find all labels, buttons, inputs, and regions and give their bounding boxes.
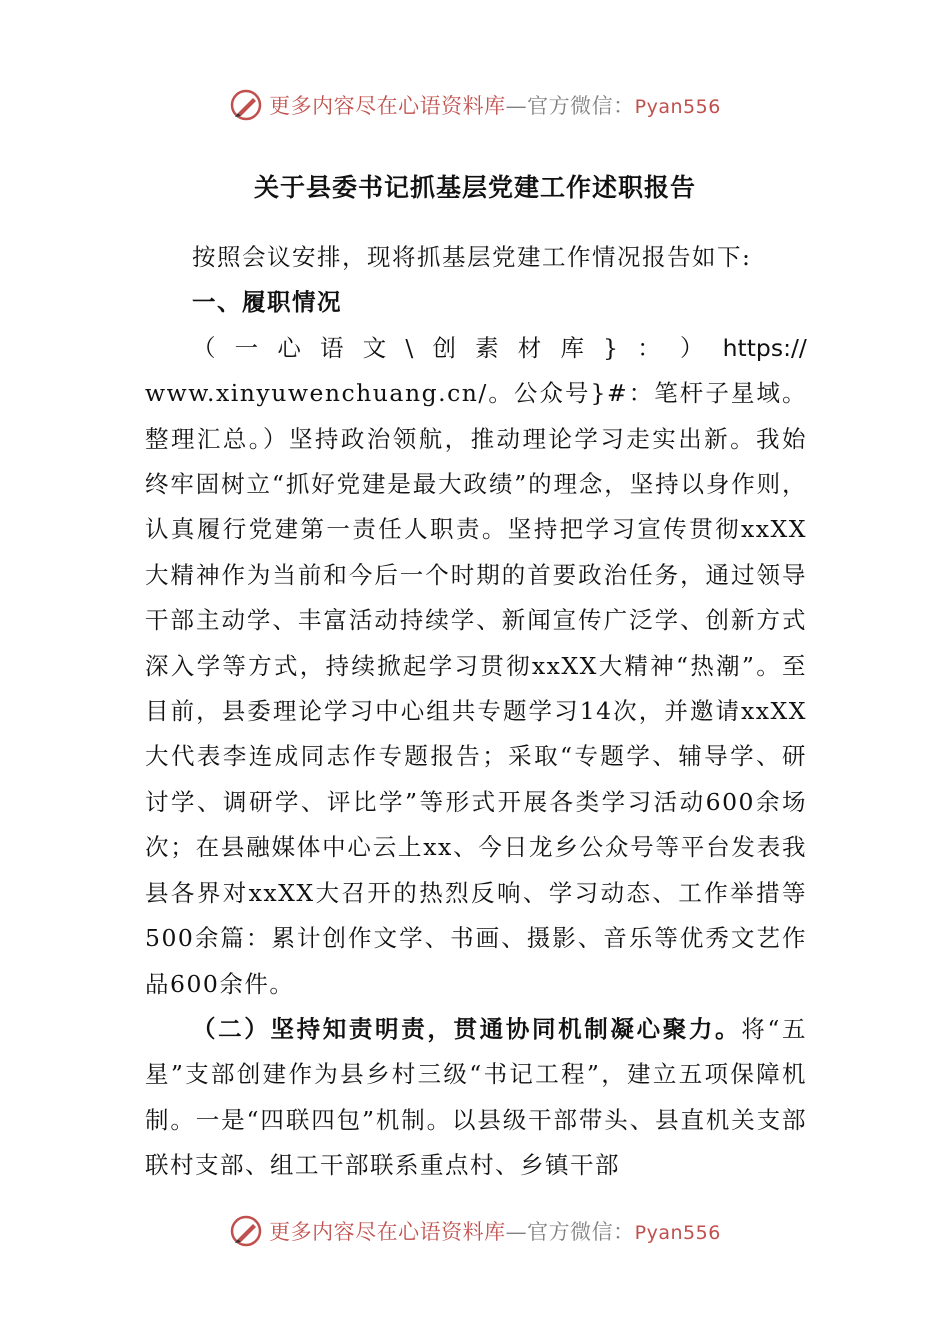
watermark-official-label: 官方微信： [527, 94, 635, 118]
source-url-start: https:// [722, 333, 807, 362]
source-char: 素 [475, 333, 501, 362]
source-char: 文 [362, 333, 388, 362]
source-char: 心 [277, 333, 303, 362]
pen-logo-icon [229, 88, 263, 122]
watermark-dash: — [505, 94, 528, 118]
source-char: 材 [517, 333, 543, 362]
watermark-wechat-id: Pyan556 [634, 1222, 721, 1244]
paragraph-2-heading: （二）坚持知责明责，贯通协同机制凝心聚力。 [192, 1014, 742, 1043]
paragraph-2 [145, 1007, 807, 1189]
source-char: （ [192, 333, 217, 362]
document-title: 关于县委书记抓基层党建工作述职报告 [253, 173, 696, 202]
source-char: ） [679, 333, 705, 362]
watermark-wechat-id: Pyan556 [634, 96, 721, 118]
paragraph-2-text: 将“五星”支部创建作为县乡村三级“书记工程”，建立五项保障机制。一是“四联四包”机制。以县级干部带头、县直机关支部联村支部、组工干部联系重点村、乡镇干部 [145, 1014, 808, 1180]
source-char: 库 [560, 333, 586, 362]
source-line [145, 326, 807, 371]
watermark-banner-top [0, 83, 950, 127]
document-body [145, 235, 807, 1189]
section1-heading: 一、履职情况 [192, 288, 342, 317]
watermark-dash: — [505, 1220, 528, 1244]
source-char: \ [405, 333, 415, 362]
watermark-text: 更多内容尽在心语资料库 [269, 1220, 506, 1244]
intro-paragraph: 按照会议安排，现将抓基层党建工作情况报告如下: [192, 243, 752, 271]
pen-logo-icon [229, 1214, 263, 1248]
watermark-banner-bottom [0, 1209, 950, 1253]
source-char: 一 [234, 333, 260, 362]
paragraph-1: www.xinyuwenchuang.cn/。公众号}#：笔杆子星域。整理汇总。）坚持政治领航，推动理论学习走实出新。我始终牢固树立“抓好党建是最大政绩”的理念，坚持以身作则，认真履行党建第一责任人职责。坚持把学习宣传贯彻xxXX大精神作为当前和今后一个时期的首要政治任务，通过领导干部主动学、丰富活动持续学、新闻宣传广泛学、创新方式深入学等方式，持续掀起学习贯彻xxXX大精神“热潮”。至目前，县委理论学习中心组共专题学习14次，并邀请xxXX大代表李连成同志作专题报告；采取“专题学、辅导学、研讨学、调研学、评比学”等形式开展各类学习活动600余场次；在县融媒体中心云上xx、今日龙乡公众号等平台发表我县各界对xxXX大召开的热烈反响、学习动态、工作举措等500余篇：累计创作文学、书画、摄影、音乐等优秀文艺作品600余件。 [145, 379, 807, 998]
source-char: 创 [432, 333, 458, 362]
watermark-text: 更多内容尽在心语资料库 [269, 94, 506, 118]
source-char: 语 [320, 333, 346, 362]
source-char: ： [637, 333, 663, 362]
watermark-official-label: 官方微信： [527, 1220, 635, 1244]
source-char: } [603, 333, 620, 362]
